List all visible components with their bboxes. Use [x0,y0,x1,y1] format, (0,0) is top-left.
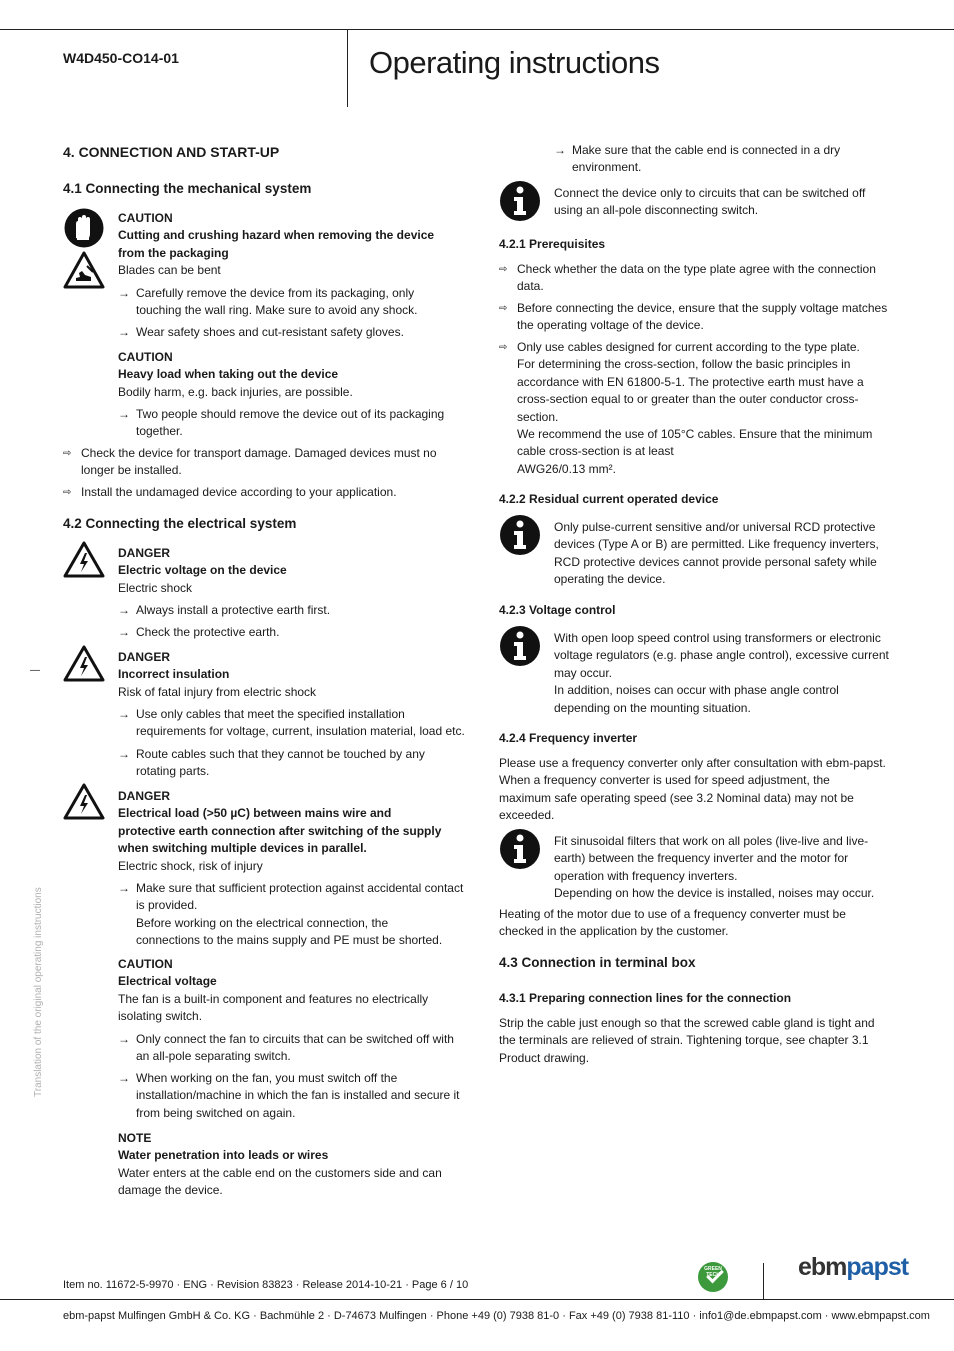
instruction-item [118,746,468,781]
info-line: operation with frequency inverters. [554,868,738,883]
danger-block-electrical-load [118,788,468,875]
arrow-icon: → [118,286,130,300]
caution-description: The fan is a built-in component and features no electrically [118,991,429,1006]
instruction-text: rotating parts. [136,764,210,779]
instruction-text: is provided. [136,898,198,913]
high-voltage-warning-icon [63,645,105,682]
arrow-icon: → [118,881,130,895]
bullet-text: the operating voltage of the device. [517,318,704,333]
company-address: ebm-papst Mulfingen GmbH & Co. KG · Bachmühle 2 · D-74673 Mulfingen · Phone +49 (0) 7938 81-0 · Fax +49 (0) 7938 81-110 · info1@de.ebmpapst.com · www.ebmpapst.com [63,1310,930,1322]
instruction-item [118,1070,468,1122]
bullet-item [499,261,899,296]
instruction-text: When working on the fan, you must switch off the [136,1071,398,1085]
instruction-item [118,706,468,741]
instruction-item [118,1031,468,1066]
item-info: Item no. 11672-5-9970 · ENG · Revision 83823 · Release 2014-10-21 · Page 6 / 10 [63,1279,469,1291]
section-4-3-1-title: 4.3.1 Preparing connection lines for the connection [499,991,792,1005]
danger-heading: Electric voltage on the device [118,563,287,578]
instruction-text: Wear safety shoes and cut-resistant safety gloves. [136,325,404,339]
arrow-icon: → [118,407,130,421]
danger-heading: Incorrect insulation [118,667,230,682]
info-icon [499,828,541,870]
paragraph-line: Strip the cable just enough so that the screwed cable gland is tight and [499,1016,875,1030]
bullet-item [63,484,463,501]
instruction-item [118,880,468,950]
instruction-text: installation/machine in which the fan is installed and secure it [136,1088,460,1103]
instruction-text: Always install a protective earth first. [136,603,331,617]
instruction-text: Two people should remove the device out of its packaging [136,407,445,421]
caution-label: CAUTION [118,957,173,971]
header-top-rule [0,29,954,30]
bullet-item [63,445,463,480]
danger-description: Electric shock, risk of injury [118,858,263,873]
instruction-text: Before working on the electrical connection, the [136,915,389,930]
bullet-arrow-icon: ⇨ [63,448,72,459]
section-4-2-3-title: 4.2.3 Voltage control [499,603,616,617]
arrow-icon: → [118,747,130,761]
instruction-text: from being switched on again. [136,1105,296,1120]
instruction-item [118,602,468,619]
info-line: may occur. [554,665,613,680]
danger-label: DANGER [118,650,171,664]
logo-ebm: ebm [798,1253,847,1281]
gloves-icon [63,208,105,248]
paragraph [499,906,899,941]
paragraph-line: Please use a frequency converter only after consultation with ebm-papst. [499,756,886,770]
info-line: Connect the device only to circuits that can be switched off [554,186,866,200]
danger-block-insulation [118,649,468,701]
caution-heading: Cutting and crushing hazard when removing the device [118,228,435,243]
info-line: earth) between the frequency inverter and the motor for [554,851,849,866]
instruction-text: requirements for voltage, current, insulation material, load etc. [136,724,465,739]
caution-block-cutting [118,210,468,280]
instruction-text: an all-pole separating switch. [136,1049,291,1064]
logo-papst: papst [846,1253,909,1281]
paragraph-line: When a frequency converter is used for speed adjustment, the [499,773,830,788]
bullet-text: Install the undamaged device according to your application. [81,485,397,499]
danger-label: DANGER [118,546,171,560]
bullet-text: Check whether the data on the type plate agree with the connection [517,262,876,276]
caution-block-electrical-voltage [118,956,468,1026]
page-title: Operating instructions [369,45,660,80]
caution-heading: Heavy load when taking out the device [118,367,339,382]
section-4-1-title: 4.1 Connecting the mechanical system [63,181,312,196]
bullet-text: cross-section equal to or greater than the outer conductor cross- [517,392,859,407]
high-voltage-warning-icon [63,783,105,820]
caution-description: Blades can be bent [118,263,221,278]
header-divider [347,29,348,107]
green-tech-logo [698,1262,728,1292]
company-logo [798,1253,909,1281]
instruction-item [554,142,894,177]
paragraph-line: the terminals are relieved of strain. Tightening torque, see chapter 3.1 [499,1033,869,1048]
info-line: Only pulse-current sensitive and/or universal RCD protective [554,520,876,534]
caution-block-heavy-load [118,349,468,401]
paragraph-line: maximum safe operating speed (see 3.2 Nominal data) may not be [499,790,854,805]
note-description: damage the device. [118,1183,223,1198]
note-label: NOTE [118,1131,152,1145]
instruction-text: Use only cables that meet the specified installation [136,707,405,721]
caution-heading: from the packaging [118,245,229,260]
info-line: operating the device. [554,572,666,587]
bullet-arrow-icon: ⇨ [63,487,72,498]
bullet-text: AWG26/0.13 mm². [517,461,616,476]
bullet-text: accordance with EN 61800-5-1. The protective earth must have a [517,374,864,389]
caution-label: CAUTION [118,211,173,225]
bullet-text: longer be installed. [81,463,182,478]
note-heading: Water penetration into leads or wires [118,1148,329,1163]
caution-label: CAUTION [118,350,173,364]
bullet-item [499,300,899,335]
danger-block-voltage [118,545,468,597]
instruction-item [118,624,468,641]
info-line: using an all-pole disconnecting switch. [554,203,759,218]
instruction-text: together. [136,424,183,439]
margin-mark: — [30,665,40,676]
caution-description: Bodily harm, e.g. back injuries, are possible. [118,384,353,399]
green-tech-label: GREEN TECH [704,1266,722,1278]
bullet-text: Check the device for transport damage. Damaged devices must no [81,446,437,460]
info-text [554,833,899,903]
section-4-2-title: 4.2 Connecting the electrical system [63,516,297,531]
info-line: Fit sinusoidal filters that work on all poles (live-live and live- [554,834,869,848]
instruction-text: Check the protective earth. [136,625,280,639]
caution-description: isolating switch. [118,1009,203,1024]
instruction-text: touching the wall ring. Make sure to avoid any shock. [136,303,418,318]
info-text [554,185,894,220]
section-4-3-title: 4.3 Connection in terminal box [499,955,696,970]
paragraph [499,1015,899,1067]
info-line: depending on the mounting situation. [554,700,751,715]
bullet-text: Before connecting the device, ensure that the supply voltage matches [517,301,888,315]
info-text [554,630,899,717]
danger-description: Electric shock [118,580,193,595]
bullet-text: cable cross-section is at least [517,444,674,459]
info-line: devices (Type A or B) are permitted. Like frequency inverters, [554,537,879,552]
section-4-2-4-title: 4.2.4 Frequency inverter [499,731,638,745]
arrow-icon: → [118,707,130,721]
section-4-2-1-title: 4.2.1 Prerequisites [499,237,606,251]
bullet-text: Only use cables designed for current according to the type plate. [517,340,860,354]
danger-heading: when switching multiple devices in parallel. [118,841,367,856]
hand-crush-warning-icon [63,251,105,289]
danger-heading: Electrical load (>50 µC) between mains wire and [118,806,392,821]
arrow-icon: → [554,143,566,157]
side-note: Translation of the original operating instructions [33,887,44,1097]
info-icon [499,514,541,556]
info-line: Depending on how the device is installed, noises may occur. [554,886,875,901]
high-voltage-warning-icon [63,541,105,578]
info-icon [499,625,541,667]
instruction-item [118,324,468,341]
info-line: With open loop speed control using transformers or electronic [554,631,881,645]
paragraph-line: checked in the application by the customer. [499,924,729,939]
arrow-icon: → [118,1071,130,1085]
arrow-icon: → [118,325,130,339]
footer-divider [763,1263,764,1299]
footer-rule [0,1299,954,1300]
section-title: 4. CONNECTION AND START-UP [63,144,280,160]
info-icon [499,180,541,222]
instruction-text: Make sure that the cable end is connected in a dry [572,143,841,157]
bullet-text: data. [517,279,544,294]
instruction-text: connections to the mains supply and PE must be shorted. [136,933,443,948]
arrow-icon: → [118,603,130,617]
bullet-text: We recommend the use of 105°C cables. Ensure that the minimum [517,427,873,442]
instruction-text: Make sure that sufficient protection against accidental contact [136,881,464,895]
info-line: voltage regulators (e.g. phase angle control), excessive current [554,648,889,663]
instruction-item [118,406,468,441]
instruction-text: Only connect the fan to circuits that can be switched off with [136,1032,454,1046]
info-text [554,519,899,589]
model-number: W4D450-CO14-01 [63,50,179,66]
caution-heading: Electrical voltage [118,974,217,989]
info-line: In addition, noises can occur with phase angle control [554,683,839,698]
paragraph [499,755,899,825]
instruction-text: Carefully remove the device from its packaging, only [136,286,415,300]
note-description: Water enters at the cable end on the customers side and can [118,1165,442,1180]
danger-heading: protective earth connection after switching of the supply [118,823,442,838]
danger-label: DANGER [118,789,171,803]
arrow-icon: → [118,1032,130,1046]
section-4-2-2-title: 4.2.2 Residual current operated device [499,492,719,506]
paragraph-line: exceeded. [499,808,555,823]
bullet-text: section. [517,409,559,424]
bullet-arrow-icon: ⇨ [499,303,508,314]
paragraph-line: Product drawing. [499,1050,590,1065]
danger-description: Risk of fatal injury from electric shock [118,684,317,699]
info-line: RCD protective devices cannot provide personal safety while [554,554,877,569]
paragraph-line: Heating of the motor due to use of a frequency converter must be [499,907,846,921]
bullet-text: For determining the cross-section, follow the basic principles in [517,357,851,372]
arrow-icon: → [118,625,130,639]
instruction-text: environment. [572,160,642,175]
bullet-item [499,339,899,478]
bullet-arrow-icon: ⇨ [499,264,508,275]
note-block-water [118,1130,468,1200]
bullet-arrow-icon: ⇨ [499,342,508,353]
instruction-text: Route cables such that they cannot be touched by any [136,747,425,761]
instruction-item [118,285,468,320]
